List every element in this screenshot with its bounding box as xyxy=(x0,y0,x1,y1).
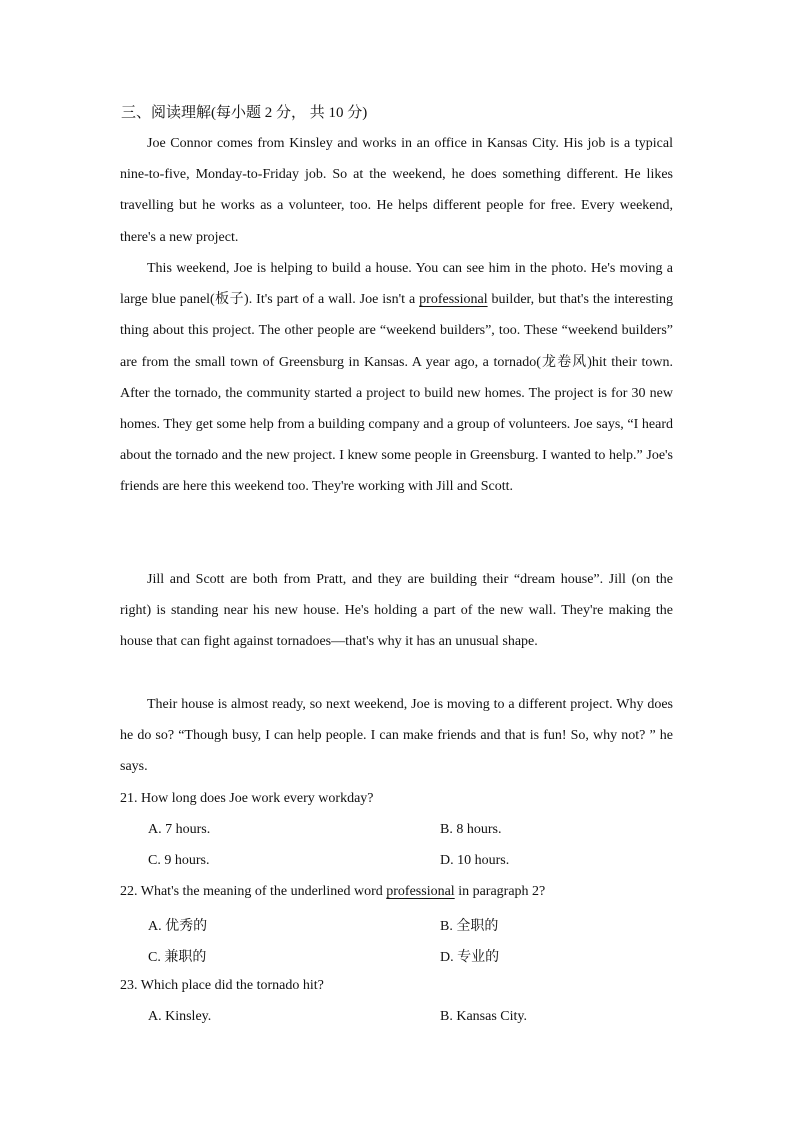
question-23: 23. Which place did the tornado hit? xyxy=(120,978,324,993)
question-21-option-b: B. 8 hours. xyxy=(440,822,502,837)
paragraph-text: Jill and Scott are both from Pratt, and they are building their “dream house”. Jill (on the right) is standing near his new house. He's holding a part of the new wall. They're making the house that can fight against tornadoes—that's why it has an unusual shape. xyxy=(120,572,673,650)
paragraph-text: builder, but that's the interesting thing about this project. The other people are “weekend builders”, too. These “weekend builders” are from the small town of Greensburg in Kansas. A year ago, a tornado(龙卷风)hit their town. After the tornado, the community started a project to build new homes. The project is for 30 new homes. They get some help from a building company and a group of volunteers. Joe says, “I heard about the tornado and the new project. I knew some people in Greensburg. I wanted to help.” Joe's friends are here this weekend too. They're working with Jill and Scott. xyxy=(120,292,673,495)
question-21-option-d: D. 10 hours. xyxy=(440,853,510,868)
passage-paragraph-3 xyxy=(120,564,673,658)
paragraph-text: Their house is almost ready, so next weekend, Joe is moving to a different project. Why does he do so? “Though busy, I can help people. I can make friends and that is fun! So, why not? ” he says. xyxy=(120,697,673,775)
section-heading: 三、阅读理解(每小题 2 分， 共 10 分) xyxy=(121,105,368,121)
question-23-option-b: B. Kansas City. xyxy=(440,1009,527,1024)
question-text: 22. What's the meaning of the underlined word xyxy=(120,884,387,899)
question-22-option-b: B. 全职的 xyxy=(440,919,499,934)
question-22-option-c: C. 兼职的 xyxy=(148,950,207,965)
question-21-option-c: C. 9 hours. xyxy=(148,853,210,868)
question-22 xyxy=(120,884,545,900)
underlined-word: professional xyxy=(419,292,488,308)
passage-paragraph-4 xyxy=(120,689,673,783)
question-23-option-a: A. Kinsley. xyxy=(148,1009,212,1024)
paragraph-text: Joe Connor comes from Kinsley and works in an office in Kansas City. His job is a typical nine-to-five, Monday-to-Friday job. So at the weekend, he does something different. He likes travelling but he works as a volunteer, too. He helps different people for free. Every weekend, there's a new project. xyxy=(120,136,673,245)
question-21: 21. How long does Joe work every workday? xyxy=(120,791,374,806)
paragraph-text: This weekend, Joe is helping to build a house. You can see him in the photo. He's moving a large blue panel(板子). It's part of a wall. Joe isn't a xyxy=(120,261,673,308)
question-21-option-a: A. 7 hours. xyxy=(148,822,211,837)
passage-paragraph-2 xyxy=(120,253,673,503)
question-22-option-d: D. 专业的 xyxy=(440,950,500,965)
underlined-word: professional xyxy=(386,884,455,899)
passage-paragraph-1 xyxy=(120,128,673,253)
question-text: in paragraph 2? xyxy=(454,884,546,899)
question-22-option-a: A. 优秀的 xyxy=(148,919,208,934)
